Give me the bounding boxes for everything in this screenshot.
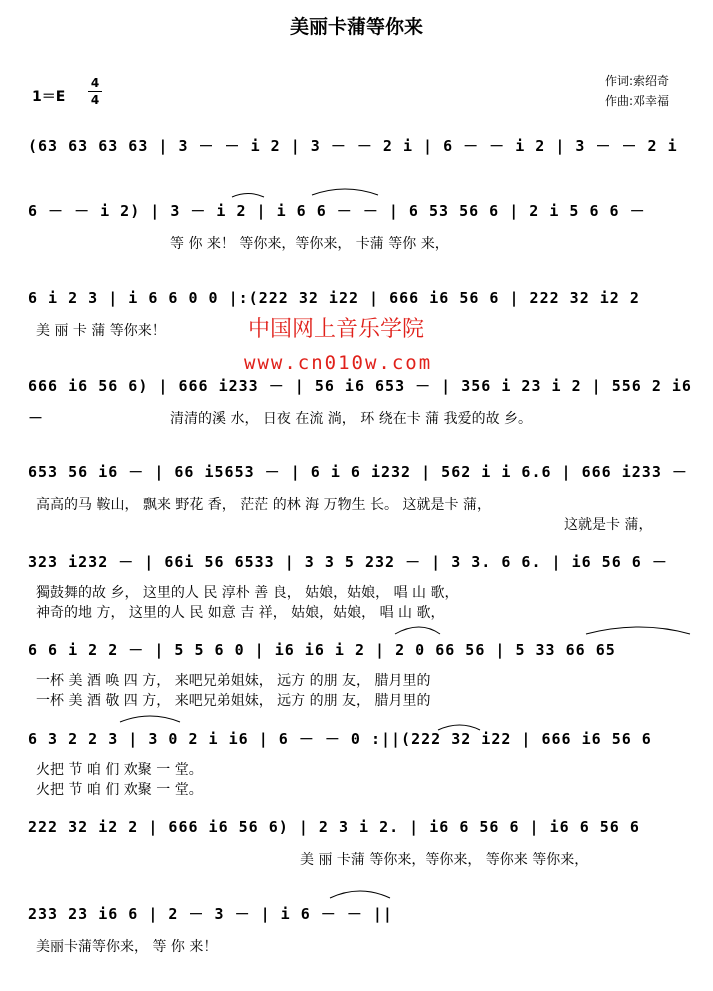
lyrics-line-2: 一杯 美 酒 敬 四 方， 来吧兄弟姐妹， 远方 的朋 友， 腊月里的 — [36, 693, 431, 709]
composer-credit: 作曲:邓幸福 — [605, 94, 670, 108]
lyrics-line: 美 丽 卡 蒲 等你来！ — [36, 323, 166, 339]
watermark-cn: 中国网上音乐学院 — [248, 317, 425, 342]
notes-line: 6 6 i 2 2 － | 5 5 6 0 | i6 i6 i 2 | 2 0 66 56 | 5 33 66 65 — [28, 641, 616, 659]
lyrics-line: 清清的溪 水， 日夜 在流 淌， 环 绕在卡 蒲 我爱的故 乡。 — [170, 411, 533, 427]
lyrics-line: 美丽卡蒲等你来， 等 你 来！ — [36, 939, 218, 955]
song-title: 美丽卡蒲等你来 — [289, 16, 423, 38]
lyrics-line: 等 你 来！ 等你来，等你来， 卡蒲 等你 来， — [170, 236, 449, 252]
lyrics-line: 一杯 美 酒 唤 四 方， 来吧兄弟姐妹， 远方 的朋 友， 腊月里的 — [36, 673, 431, 689]
notes-line: 653 56 i6 － | 66 i5653 － | 6 i 6 i232 | 562 i i 6.6 | 666 i233 － — [28, 463, 688, 481]
notes-line: 222 32 i2 2 | 666 i6 56 6) | 2 3 i 2. | i6 6 56 6 | i6 6 56 6 — [28, 818, 640, 836]
notes-line: 6 － － i 2) | 3 － i 2 | i 6 6 － － | 6 53 56 6 | 2 i 5 6 6 － — [28, 202, 646, 220]
meter-bottom: 4 — [90, 93, 100, 107]
lyrics-line-2: 火把 节 咱 们 欢聚 一 堂。 — [36, 782, 203, 798]
notes-line: 233 23 i6 6 | 2 － 3 － | i 6 － － || — [28, 905, 393, 923]
key-signature: 1＝E — [32, 89, 66, 105]
meter-top: 4 — [90, 76, 100, 90]
notes-line: (63 63 63 63 | 3 － － i 2 | 3 － － 2 i | 6 － － i 2 | 3 － － 2 i — [28, 137, 678, 155]
lyricist-credit: 作词:索绍奇 — [605, 74, 670, 88]
lyrics-line: 獨鼓舞的故 乡， 这里的人 民 淳朴 善 良， 姑娘，姑娘， 唱 山 歌， — [36, 585, 459, 601]
notes-line: 323 i232 － | 66i 56 6533 | 3 3 5 232 － | 3 3. 6 6. | i6 56 6 － — [28, 553, 668, 571]
watermark-url: www.cn010w.com — [244, 352, 433, 374]
notes-line: 666 i6 56 6) | 666 i233 － | 56 i6 653 － | 356 i 23 i 2 | 556 2 i6 － — [28, 377, 692, 427]
lyrics-line-2: 神奇的地 方， 这里的人 民 如意 吉 祥， 姑娘，姑娘， 唱 山 歌， — [36, 605, 445, 621]
lyrics-line: 美 丽 卡蒲 等你来，等你来， 等你来 等你来， — [300, 852, 589, 868]
notes-line: 6 i 2 3 | i 6 6 0 0 |:(222 32 i22 | 666 i6 56 6 | 222 32 i2 2 — [28, 289, 640, 307]
lyrics-line-2: 这就是卡 蒲， — [564, 517, 653, 533]
notes-line: 6 3 2 2 3 | 3 0 2 i i6 | 6 － － 0 :||(222 32 i22 | 666 i6 56 6 — [28, 730, 652, 748]
lyrics-line: 高高的马 鞍山， 飘来 野花 香， 茫茫 的林 海 万物生 长。 这就是卡 蒲， — [36, 497, 491, 513]
lyrics-line: 火把 节 咱 们 欢聚 一 堂。 — [36, 762, 203, 778]
